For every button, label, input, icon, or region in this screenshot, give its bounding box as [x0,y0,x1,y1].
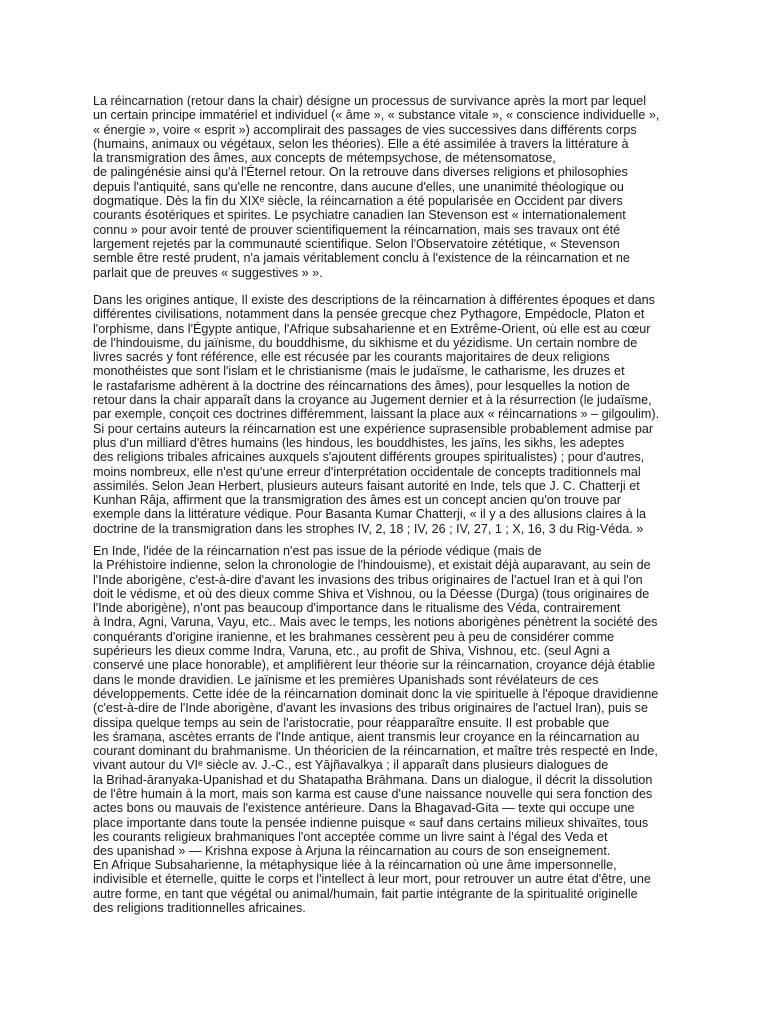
text-line: En Inde, l'idée de la réincarnation n'est pas issue de la période védique (mais de [93,544,542,558]
text-line: semble être resté prudent, n'a jamais véritablement conclu à l'existence de la réincarnation et ne [93,251,630,266]
text-line: connu » pour avoir tenté de prouver scientifiquement la réincarnation, mais ses travaux ont été [93,222,621,237]
text-line: Kunhan Râja, affirment que la transmigration des âmes est un concept ancien qu'on trouve par [93,493,621,508]
text-line: Dans les origines antique, Il existe des descriptions de la réincarnation à différentes époques et dans [93,293,655,307]
text-line: la Préhistoire indienne, selon la chronologie de l'hindouisme), et existait déjà auparavant, au sein de [93,558,651,573]
text-line: depuis l'antiquité, sans qu'elle ne rencontre, dans aucune d'elles, une unanimité théologique ou [93,179,624,194]
text-line: « énergie », voire « esprit ») accomplirait des passages de vies successives dans différents corps [93,122,637,137]
text-line: de l'hindouisme, du jaïnisme, du bouddhisme, du sikhisme et du yézidisme. Un certain nombre de [93,335,638,350]
text-line: par exemple, conçoit ces doctrines différemment, laissant la place aux « réincarnations » – gilgoulim). [93,407,660,422]
text-line: place importante dans toute la pensée indienne puisque « sauf dans certains milieux shivaïtes, tous [93,815,649,830]
paragraph-reincarnation-definition [93,94,683,280]
text-line: parlait que de preuves « suggestives » ». [93,265,323,280]
text-line: Si pour certains auteurs la réincarnation est une expérience suprasensible probablement admise par [93,421,654,436]
text-line: livres sacrés y font référence, elle est récusée par les courants majoritaires de deux religions [93,350,610,365]
text-line: des religions traditionnelles africaines. [93,900,306,915]
text-line: actes bons ou mauvais de l'existence antérieure. Dans la Bhagavad-Gita — texte qui occupe une [93,801,635,816]
text-line: l'orphisme, dans l'Égypte antique, l'Afrique subsaharienne et en Extrême-Orient, où elle est au cœur [93,321,651,336]
paragraph-india [93,544,683,859]
text-line: largement rejetés par la communauté scientifique. Selon l'Observatoire zététique, « Stevenson [93,236,620,251]
text-line: la Brihad-āranyaka-Upanishad et du Shatapatha Brāhmana. Dans un dialogue, il décrit la dissolution [93,772,653,787]
text-line: un certain principe immatériel et individuel (« âme », « substance vitale », « conscience individuelle », [93,108,660,123]
text-line: autre forme, en tant que végétal ou animal/humain, fait partie intégrante de la spiritualité originelle [93,886,638,901]
text-line: dissipa quelque temps au sein de l'aristocratie, pour réapparaître ensuite. Il est probable que [93,715,610,730]
text-line: exemple dans la littérature védique. Pour Basanta Kumar Chatterji, « il y a des allusions claires à la [93,507,647,522]
paragraph-ancient-origins [93,293,683,536]
text-line: courant dominant du brahmanisme. Un théoricien de la réincarnation, et maître très respecté en Inde, [93,744,658,759]
text-line: La réincarnation (retour dans la chair) désigne un processus de survivance après la mort par lequel [93,94,647,108]
paragraph-sub-saharan-africa [93,858,683,915]
text-line: de palingénésie ainsi qu'à l'Éternel retour. On la retrouve dans diverses religions et philosophies [93,165,628,180]
text-line: la transmigration des âmes, aux concepts de métempsychose, de métensomatose, [93,151,556,166]
text-line: développements. Cette idée de la réincarnation dominait donc la vie spirituelle à l'époque dravidienne [93,686,659,701]
text-line: assimilés. Selon Jean Herbert, plusieurs auteurs faisant autorité en Inde, tels que J. C. Chatterji et [93,478,640,493]
text-line: des religions tribales africaines auxquels s'ajoutent différents groupes spiritualistes) ; pour d'autres, [93,450,645,465]
text-line: retour dans la chair apparaît dans la croyance au Jugement dernier et à la résurrection (le judaïsme, [93,393,652,408]
text-line: l'Inde aborigène, c'est-à-dire d'avant les invasions des tribus originaires de l'actuel Iran et à qui l'on [93,572,643,587]
text-line: En Afrique Subsaharienne, la métaphysique liée à la réincarnation où une âme impersonnelle, [93,858,617,872]
text-line: plus d'un milliard d'êtres humains (les hindous, les bouddhistes, les jaïns, les sikhs, les adeptes [93,435,625,450]
text-line: indivisible et éternelle, quitte le corps et l'intellect à leur mort, pour retrouver un autre état d'être, une [93,872,651,887]
text-line: courants ésotériques et spirites. Le psychiatre canadien Ian Stevenson est « internationalement [93,208,626,223]
text-line: supérieurs les dieux comme Indra, Varuna, etc., au profit de Shiva, Vishnou, etc. (seul Agni a [93,644,610,659]
text-line: dans le monde dravidien. Le jaïnisme et les premières Upanishads sont révélateurs de ces [93,672,599,687]
text-line: (humains, animaux ou végétaux, selon les théories). Elle a été assimilée à travers la littérature à [93,136,629,151]
text-line: conquérants d'origine iranienne, et les brahmanes cessèrent peu à peu de considérer comme [93,629,615,644]
text-line: doctrine de la transmigration dans les strophes IV, 2, 18 ; IV, 26 ; IV, 27, 1 ; X, 16, 3 du Rig-Véda. » [93,521,644,536]
text-line: l'Inde aborigène), n'ont pas beaucoup d'importance dans le ritualisme des Véda, contrairement [93,601,621,616]
text-line: conservé une place honorable), et amplifièrent leur théorie sur la réincarnation, croyance déjà établie [93,658,656,673]
text-line: des upanishad » — Krishna expose à Arjuna la réincarnation au cours de son enseignement. [93,844,611,859]
text-line: les śramaṇa, ascètes errants de l'Inde antique, aient transmis leur croyance en la réincarnation au [93,729,640,744]
text-line: dogmatique. Dès la fin du XIXᵉ siècle, la réincarnation a été popularisée en Occident par divers [93,194,623,209]
text-line: (c'est-à-dire de l'Inde aborigène, d'avant les invasions des tribus originaires de l'actuel Iran), puis se [93,701,648,716]
text-line: vivant autour du VIᵉ siècle av. J.-C., est Yājñavalkya ; il apparaît dans plusieurs dialogues de [93,758,609,773]
text-line: moins nombreux, elle n'est qu'une erreur d'interprétation occidentale de concepts traditionnels mal [93,464,641,479]
text-line: doit le védisme, et où des dieux comme Shiva et Vishnou, ou la Déesse (Durga) (tous originaires de [93,586,650,601]
text-line: monothéistes que sont l'islam et le christianisme (mais le judaïsme, le catharisme, les druzes et [93,364,625,379]
text-line: les courants religieux brahmaniques l'ont acceptée comme un livre saint à l'égal des Veda et [93,829,608,844]
text-line: à Indra, Agni, Varuna, Vayu, etc.. Mais avec le temps, les notions aborigènes pénètrent la société des [93,615,658,630]
text-line: différentes civilisations, notamment dans la pensée grecque chez Pythagore, Empédocle, Platon et [93,307,645,322]
text-line: le rastafarisme adhèrent à la doctrine des réincarnations des âmes), pour lesquelles la notion de [93,378,630,393]
text-line: de l'être humain à la mort, mais son karma est cause d'une naissance nouvelle qui sera fonction des [93,787,653,802]
